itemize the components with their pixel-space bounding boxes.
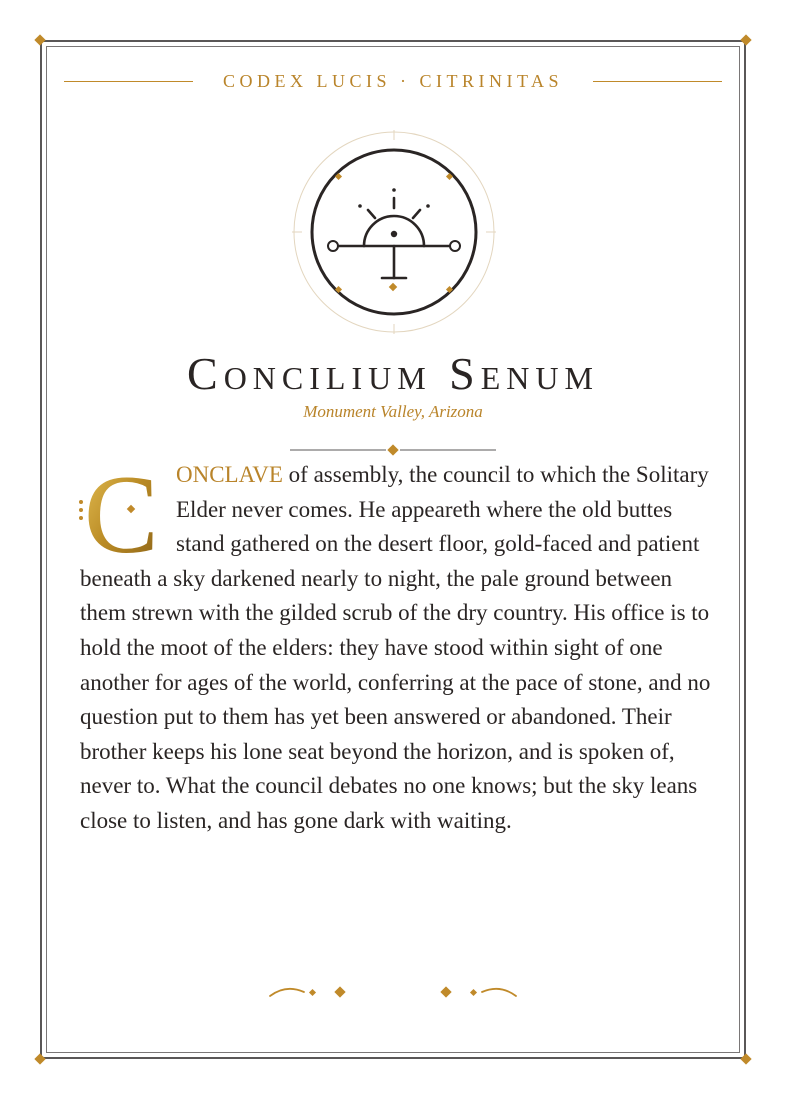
footer-flourish-icon <box>266 980 520 1004</box>
sun-rising-sigil-icon <box>292 130 496 334</box>
header-rule-left <box>64 81 193 82</box>
card-body-text <box>80 458 720 839</box>
lead-word: ONCLAVE <box>176 462 283 487</box>
codex-header <box>64 68 722 94</box>
codex-header-title: CODEX LUCIS · CITRINITAS <box>222 70 564 91</box>
svg-text:C: C <box>84 460 159 560</box>
card-title: Concilium Senum <box>187 348 599 399</box>
dropcap-space <box>80 458 176 558</box>
header-rule-right <box>593 81 722 82</box>
title-divider-ornament <box>290 442 496 458</box>
body-paragraph: of assembly, the council to which the Solitary Elder never comes. He appeareth where the old buttes stand gathered on the desert floor, gold-faced and patient beneath a sky darkened nearly to night, the pale ground between them strewn with the gilded scrub of the dry country. His office is to hold the moot of the elders: they have stood within sight of one another for ages of the world, conferring at the pace of stone, and no question put to them has yet been answered or abandoned. Their brother keeps his lone seat beyond the horizon, and is spoken of, never to. What the council debates no one knows; but the sky leans close to listen, and has gone dark with waiting. <box>80 462 711 833</box>
card-subtitle: Monument Valley, Arizona <box>303 402 483 421</box>
